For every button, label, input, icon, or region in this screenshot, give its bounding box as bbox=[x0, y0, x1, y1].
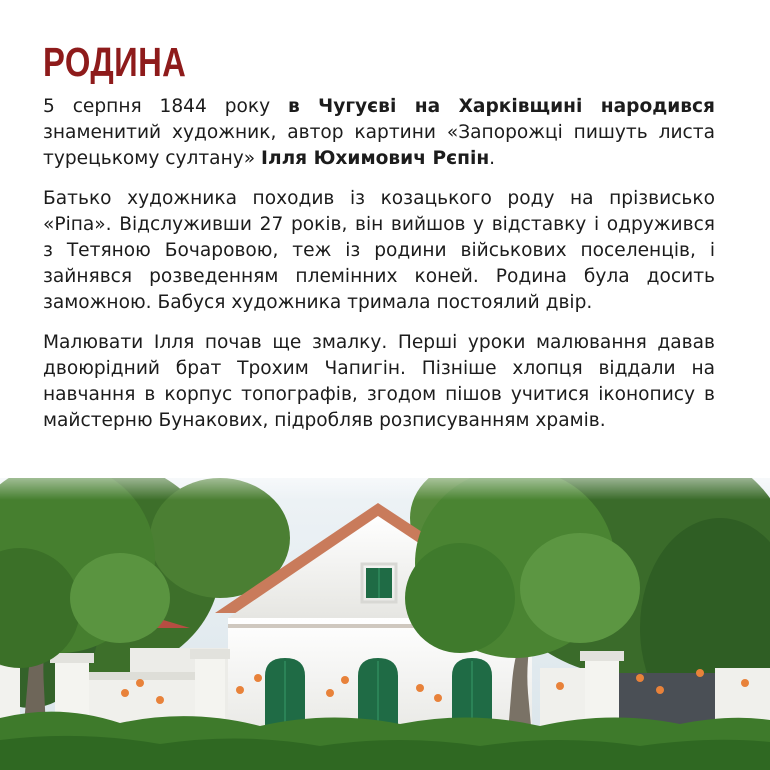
paragraph-father: Батько художника походив із козацького роду на прізвисько «Ріпа». Відслуживши 27 років, він вийшов у відставку і одружився з Тетяною Бочаровою, теж із родини військових поселенців, і зайнявся розведенням племінних коней. Родина була досить заможною. Бабуся художника тримала постоялий двір. bbox=[43, 188, 715, 313]
paragraph-text: . bbox=[489, 148, 496, 169]
paragraph-text: 5 серпня 1844 року bbox=[43, 96, 288, 117]
paragraph-birth bbox=[43, 94, 715, 172]
highlight-name: Ілля Юхимович Рєпін bbox=[261, 148, 490, 169]
house-photo bbox=[0, 478, 770, 770]
paragraph-childhood: Малювати Ілля почав ще змалку. Перші уроки малювання давав двоюрідний брат Трохим Чапигін. Пізніше хлопця віддали на навчання в корпус топографів, згодом пішов учитися іконопису в майстерню Бунакових, підробляв розписуванням храмів. bbox=[43, 332, 715, 431]
highlight-birthplace: в Чугуєві на Харківщині народився bbox=[287, 96, 715, 117]
page-title: РОДИНА bbox=[43, 39, 187, 85]
paragraph-text: знаменитий художник, автор картини «Запорожці пишуть листа турецькому султану» bbox=[43, 122, 715, 169]
article-text bbox=[43, 94, 715, 448]
